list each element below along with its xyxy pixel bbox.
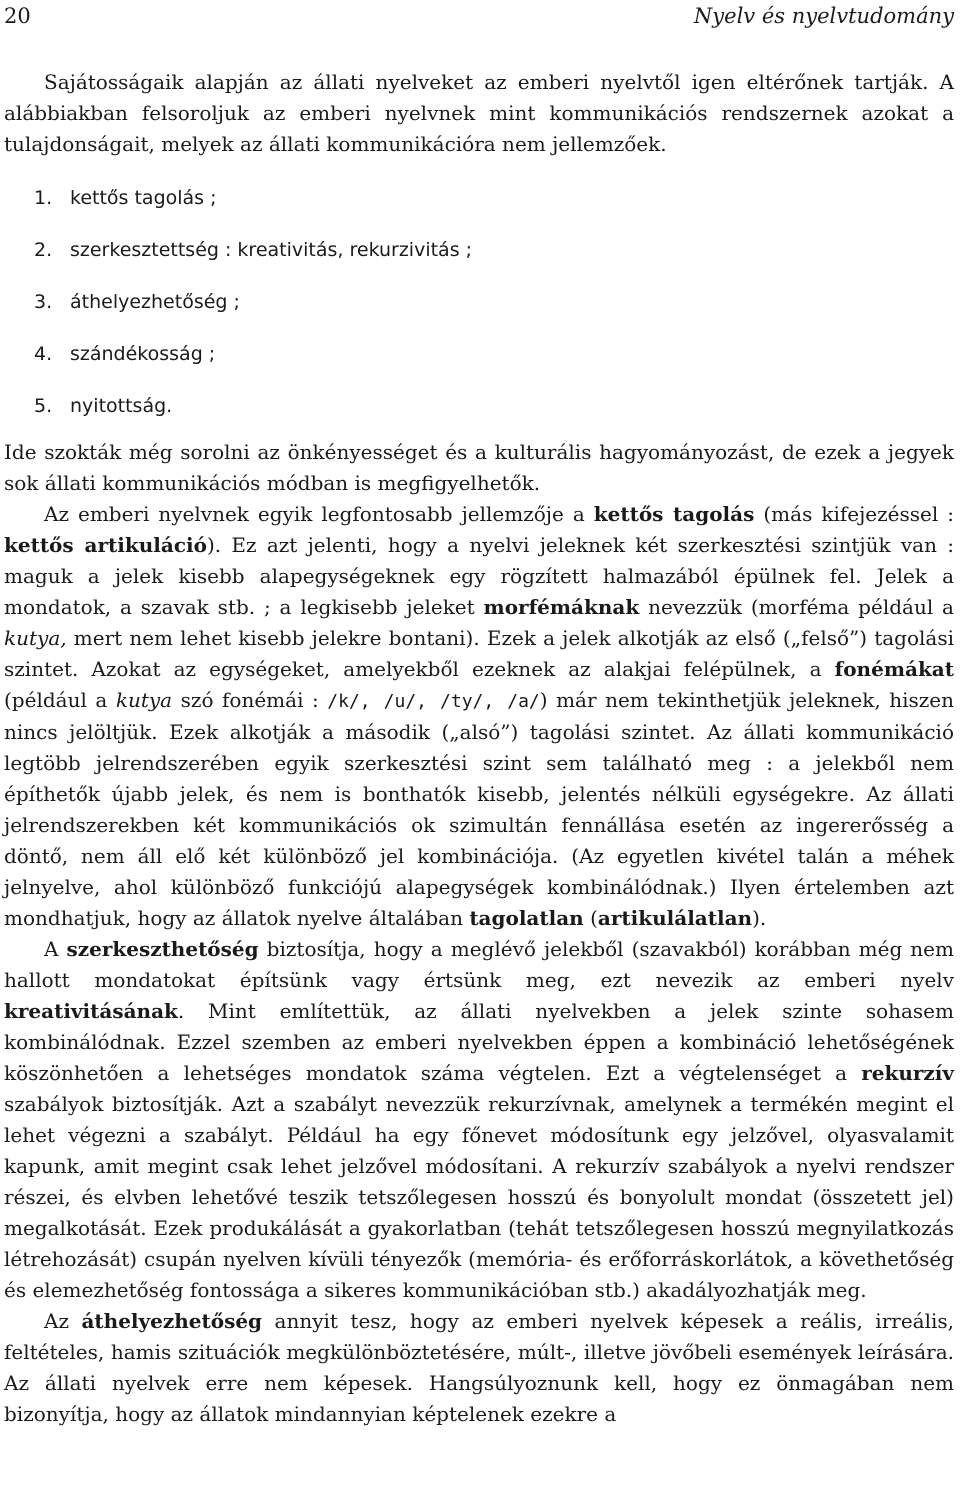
list-item — [34, 287, 472, 339]
list-item-text: áthelyezhetőség ; — [70, 291, 240, 313]
term-double-articulation: kettős tagolás — [593, 502, 755, 526]
list-item — [34, 391, 472, 443]
term-unarticulated: tagolatlan — [469, 906, 584, 930]
term-phonemes: fonémákat — [834, 657, 954, 681]
page-number: 20 — [4, 4, 31, 28]
phoneme-transcription: /k/, /u/, /ty/, /a/ — [327, 691, 540, 712]
list-item-text: kettős tagolás ; — [70, 187, 217, 209]
term-displacement: áthelyezhetőség — [81, 1309, 263, 1333]
term-creativity: kreativitásának — [4, 999, 178, 1023]
list-item-number: 3. — [34, 291, 53, 313]
intro-paragraph — [4, 67, 954, 160]
term-morphemes: morfémáknak — [483, 595, 640, 619]
example-word: kutya, — [4, 626, 67, 650]
list-item — [34, 235, 472, 287]
list-item-number: 2. — [34, 239, 53, 261]
body-text — [4, 437, 954, 1430]
term-double-articulation-alt: kettős artikuláció — [4, 533, 207, 557]
example-word: kutya — [115, 688, 173, 712]
feature-list — [34, 183, 472, 443]
intro-text: Sajátosságaik alapján az állati nyelveket az emberi nyelvtől igen eltérőnek tartják. A alábbiakban felsoroljuk az emberi nyelvnek mint kommunikációs rendszernek azokat a tulajdonságait, melyek az állati kommunikációra nem jellemzőek. — [4, 70, 954, 156]
paragraph-double-articulation: Az emberi nyelvnek egyik legfontosabb jellemzője a kettős tagolás (más kifejezéssel : kettős artikuláció). Ez azt jelenti, hogy a nyelvi jeleknek két szerkesztési szintjük van : maguk a jelek kisebb alapegységeknek egy rögzített halmazából épülnek fel. Jelek a mondatok, a szavak stb. ; a legkisebb jeleket morfémáknak nevezzük (morféma például a kutya, mert nem lehet kisebb jelekre bontani). Ezek a jelek alkotják az első („felső”) tagolási szintet. Azokat az egységeket, amelyekből ezeknek az alakjai felépülnek, a fonémákat (például a kutya szó fonémái : /k/, /u/, /ty/, /a/) már nem tekinthetjük jeleknek, hiszen nincs jelöltjük. Ezek alkotják a második („alsó”) tagolási szintet. Az állati kommunikáció legtöbb jelrendszerében egyik szerkesztési szint sem található meg : a jelekből nem építhetők újabb jelek, és nem is bonthatók kisebb, jelentés nélküli egységekre. Az állati jelrendszerekben két kommunikációs ok szimultán fennállása esetén az ingererősség a döntő, nem áll elő két különböző jel kombinációja. (Az egyetlen kivétel talán a méhek jelnyelve, ahol különböző funkciójú alapegységek kombinálódnak.) Ilyen értelemben azt mondhatjuk, hogy az állatok nyelve általában tagolatlan (artikulálatlan). — [4, 502, 955, 930]
list-item-number: 1. — [34, 187, 53, 209]
running-title: Nyelv és nyelvtudomány — [693, 4, 954, 28]
paragraph-arbitrariness: Ide szokták még sorolni az önkényességet és a kulturális hagyományozást, de ezek a jegyek sok állati kommunikációs módban is megfigyelhetők. — [4, 440, 954, 495]
paragraph-structure: A szerkeszthetőség biztosítja, hogy a meglévő jelekből (szavakból) korábban még nem hallott mondatokat építsünk vagy értsünk meg, ezt nevezik az emberi nyelv kreativitásának. Mint említettük, az állati nyelvekben a jelek szinte sohasem kombinálódnak. Ezzel szemben az emberi nyelvekben éppen a kombináció lehetőségének köszönhetően a lehetséges mondatok száma végtelen. Ezt a végtelenséget a rekurzív szabályok biztosítják. Azt a szabályt nevezzük rekurzívnak, amelynek a termékén megint el lehet végezni a szabályt. Például ha egy főnevet módosítunk egy jelzővel, olyasvalamit kapunk, amit megint csak lehet jelzővel módosítani. A rekurzív szabályok a nyelvi rendszer részei, és elvben lehetővé teszik tetszőlegesen hosszú és bonyolult mondat (összetett jel) megalkotását. Ezek produkálását a gyakorlatban (tehát tetszőlegesen hosszú megnyilatkozás létrehozását) csupán nyelven kívüli tényezők (memória- és erőforráskorlátok, a követhetőség és elemezhetőség fontossága a sikeres kommunikációban stb.) akadályozhatják meg. — [4, 937, 954, 1302]
term-structurability: szerkeszthetőség — [66, 937, 259, 961]
list-item-number: 4. — [34, 343, 53, 365]
list-item-number: 5. — [34, 395, 53, 417]
page-header — [4, 0, 954, 34]
list-item-text: szándékosság ; — [70, 343, 216, 365]
list-item — [34, 339, 472, 391]
term-unarticulated-alt: artikulálatlan — [597, 906, 753, 930]
list-item-text: szerkesztettség : kreativitás, rekurzivitás ; — [70, 239, 473, 261]
paragraph-displacement: Az áthelyezhetőség annyit tesz, hogy az emberi nyelvek képesek a reális, irreális, feltételes, hamis szituációk megkülönböztetésére, múlt-, illetve jövőbeli események leírására. Az állati nyelvek erre nem képesek. Hangsúlyoznunk kell, hogy ez önmagában nem bizonyítja, hogy az állatok mindannyian képtelenek ezekre a — [4, 1309, 955, 1426]
term-recursive: rekurzív — [861, 1061, 954, 1085]
list-item — [34, 183, 472, 235]
list-item-text: nyitottság. — [70, 395, 173, 417]
